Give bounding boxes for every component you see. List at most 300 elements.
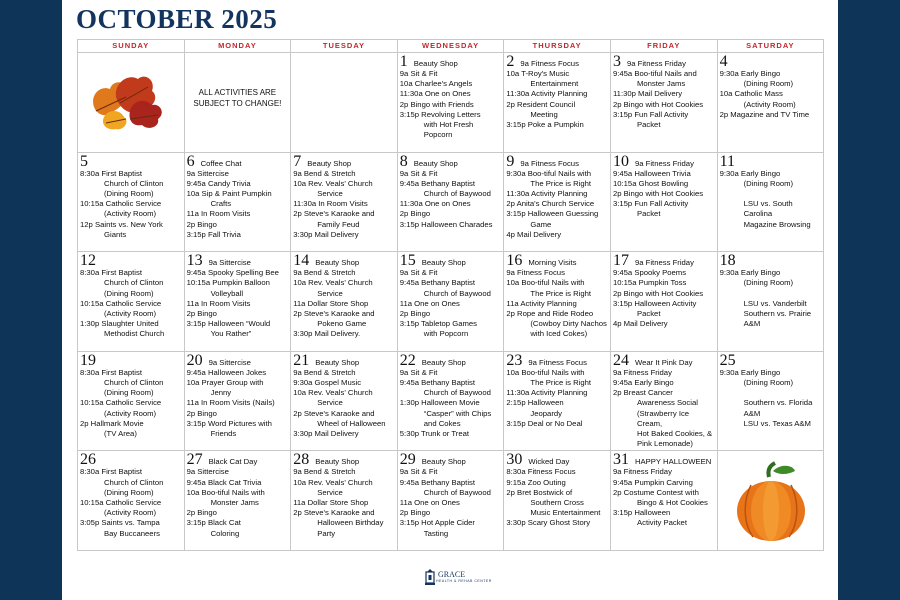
activity-line [720,289,822,299]
activity-line: 2p Steve's Karaoke and [293,309,375,318]
activity-line: (TV Area) [104,429,137,438]
activity-line: 3:05p Saints vs. Tampa [80,518,160,528]
day-number: 1 [399,53,408,70]
activity-line: Monster Jams [210,497,259,507]
activity-line: 2p Steve's Karaoke and [293,508,375,518]
activity-line: with Popcorn [423,329,469,339]
activity-line: 3:15p Fall Trivia [186,229,241,239]
lantern-icon [424,568,436,586]
schedule-notice: ALL ACTIVITIES ARE SUBJECT TO CHANGE! [193,88,282,108]
activity-line: (Dining Room) [104,388,154,398]
activity-line: Church of Baywood [423,388,491,398]
activity-line: Magazine Browsing [743,219,811,229]
day-header [293,154,395,169]
calendar-title: OCTOBER 2025 [76,4,278,34]
activity-line: 11:30a One on Ones [399,199,471,209]
activity-line: 10:15a Pumpkin Balloon [186,278,270,288]
activity-line: Friends [210,429,237,438]
activity-line: 10a Rev. Veals' Church [293,178,373,188]
activity-line: 8:30a Fitness Focus [506,467,576,477]
activity-line: 11a Activity Planning [506,298,577,308]
activity-line: 9a Sit & Fit [399,69,438,78]
activity-line: 11a In Room Visits [186,298,251,308]
activity-line: 3:30p Mail Delivery. [293,329,361,339]
activity-line: 3:30p Mail Delivery [293,229,359,239]
day-cell [611,352,718,452]
activity-line: 2p Bingo [399,508,431,518]
day-number: 31 [612,451,629,469]
activity-line: (Dining Room) [104,189,154,198]
activity-line: Church of Clinton [104,377,164,387]
day-header [80,253,182,268]
day-header [720,154,822,169]
day-header [506,452,608,467]
day-cell [185,352,292,452]
day-number: 26 [80,451,96,469]
activity-line: Church of Clinton [104,477,164,487]
activity-line: with Iced Cokes) [530,329,588,339]
day-headline: 9a Sittercise [208,258,251,268]
activity-line: 9:45a Spooky Poems [612,268,687,278]
activity-line: 9a Fitness Friday [612,367,672,377]
day-cell [611,53,718,153]
day-header [187,452,289,467]
activity-line: 10a Boo-tiful Nails with [506,278,585,288]
activity-line: Halloween Birthday [317,518,384,528]
day-headline: Beauty Shop [315,357,360,367]
day-header [506,353,608,368]
day-number: 21 [293,351,310,369]
day-number: 25 [719,351,736,369]
day-header [80,353,182,368]
activity-line: 3:15p Halloween Guessing [506,209,599,219]
activity-line: The Price is Right [530,288,592,298]
activity-line: 10a Charlee's Angels [399,79,473,89]
activity-line: 9:45a Spooky Spelling Bee [186,268,279,278]
activity-line: (Dining Room) [104,288,154,298]
logo-subtitle: HEALTH & REHAB CENTER [436,579,492,583]
day-cell [185,252,292,352]
activity-line: 4p Mail Delivery [506,229,562,239]
day-cell [291,252,398,352]
activity-line: Giants [104,229,127,239]
activity-line: Activity Packet [636,518,687,528]
day-header [506,154,608,169]
activity-line: 2p Steve's Karaoke and [293,408,375,418]
activity-line: 2p Anita's Church Service [506,199,595,209]
day-headline: 9a Fitness Friday [634,258,694,268]
day-number: 8 [399,152,408,170]
activity-line: 9:45a Early Bingo [612,377,674,387]
day-header [613,452,715,467]
activity-line: 9:45a Halloween Trivia [612,168,691,178]
activity-line: Service [317,398,343,408]
day-number: 11 [719,152,735,170]
activity-line: 10:15a Pumpkin Toss [612,278,687,288]
day-headline: 9a Fitness Friday [626,59,686,68]
activity-line: Church of Clinton [104,178,164,188]
day-number: 13 [186,252,203,270]
day-number: 19 [80,351,96,369]
activity-line: 9a Bend & Stretch [293,268,356,278]
activity-line: 2p Breast Cancer [612,388,673,398]
day-header [187,253,289,268]
activity-line: (Cowboy Dirty Nachos [530,319,607,329]
activity-line: 9a Bend & Stretch [293,367,356,377]
day-number: 18 [719,252,736,270]
activity-line: 3:15p Halloween [612,508,671,518]
activity-line: 9a Sit & Fit [399,367,438,377]
activity-line: (Dining Room) [104,487,154,497]
activity-line: (Dining Room) [743,278,794,288]
day-cell [291,153,398,253]
day-headline: Wear It Pink Day [634,357,693,367]
day-cell [398,153,505,253]
activity-line: Service [317,487,343,497]
activity-line: 9:15a Zoo Outing [506,477,566,487]
day-number: 29 [399,451,416,469]
day-headline: Morning Visits [528,258,577,268]
notice-cell [185,53,292,153]
day-header [293,253,395,268]
activity-line: 9:30a Early Bingo [719,168,781,178]
day-header [80,154,182,169]
day-headline: Beauty Shop [421,258,466,268]
day-number: 9 [506,152,515,170]
activity-line: LSU vs. Vanderbilt [743,298,807,308]
activity-line: (Activity Room) [104,508,157,518]
day-header [80,452,182,467]
activity-line: Church of Clinton [104,278,164,288]
activity-line: Methodist Church [104,329,165,339]
day-cell [718,252,825,352]
activity-line: 10a Rev. Veals' Church [293,278,373,288]
activity-line: Southern Cross [530,497,584,507]
day-headline: 9a Fitness Focus [520,59,579,68]
day-headline: HAPPY HALLOWEEN [634,457,712,467]
day-header [720,54,822,69]
day-cell [718,352,825,452]
activity-line: 11:30a One on Ones [399,89,471,99]
activity-line: 9:45a Boo-tiful Nails and [612,69,697,78]
activity-line: (Activity Room) [104,309,157,318]
activity-line: 9:45a Candy Trivia [186,178,251,188]
day-cell [718,53,825,153]
activity-line: Church of Baywood [423,288,491,298]
activity-line: Tasting [423,528,449,538]
activity-line: 9:30a Boo-tiful Nails with [506,168,591,178]
activity-line: 3:15p Fun Fall Activity [612,199,689,209]
activity-line: Pokeno Game [317,319,367,329]
activity-line: 10a Prayer Group with [186,377,264,387]
day-number: 30 [506,451,523,469]
activity-line: 9:45a Halloween Jokes [186,367,267,377]
activity-line: Crafts [210,199,232,209]
activity-line: Packet [636,309,661,318]
activity-line: 9:45a Bethany Baptist [399,278,476,288]
activity-line: Popcorn [423,130,453,140]
activity-line: 3:15p Hot Apple Cider [399,518,475,528]
weekday-header: SATURDAY [718,40,825,53]
activity-line: 10a Boo-tiful Nails with [186,487,265,497]
activity-line: (Strawberry Ice Cream, [636,408,690,428]
activity-line: Service [317,288,343,298]
activity-line: 9a Fitness Friday [612,467,672,477]
day-number: 12 [80,252,96,270]
activity-line: You Rather” [210,329,252,339]
activity-line: Entertainment [530,79,579,89]
logo-name: GRACE [438,570,466,579]
day-number: 3 [612,53,621,70]
activity-line: (Dining Room) [743,377,794,387]
day-cell [398,252,505,352]
day-headline: 9a Fitness Friday [634,158,694,168]
activity-line: 3:15p Black Cat [186,518,241,528]
activity-line: Southern vs. Prairie A&M [743,309,812,329]
activity-line: 11a In Room Visits (Nails) [186,398,275,408]
activity-line: 11a In Room Visits [186,209,251,219]
activity-line: Meeting [530,109,558,119]
day-cell [398,451,505,551]
activity-line: “Casper” with Chips [423,408,492,418]
activity-line: 9a Sittercise [186,467,229,477]
activity-line: Service [317,189,343,198]
activity-line: 3:15p Fun Fall Activity [612,109,689,119]
activity-line: 10a Catholic Mass [719,89,783,99]
activity-line: 11:30a In Room Visits [293,199,368,209]
activity-line: 3:15p Poke a Pumpkin [506,120,584,130]
day-cell [611,153,718,253]
activity-line: (Activity Room) [743,99,796,109]
activity-line [720,388,822,398]
day-cell [504,53,611,153]
activity-line: 11:30a Activity Planning [506,189,588,198]
activity-line: 3:15p Halloween Activity [612,298,697,308]
day-header [400,452,502,467]
activity-line: The Price is Right [530,377,592,387]
activity-line: Music Entertainment [530,508,601,518]
activity-line: 9:45a Bethany Baptist [399,377,476,387]
activity-line: Awareness Social [636,398,698,408]
activity-line: 2p Bingo with Friends [399,99,474,109]
day-header [613,54,715,69]
day-cell [185,153,292,253]
day-header [720,353,822,368]
activity-line: Wheel of Halloween [317,418,386,428]
activity-line: 9:45a Black Cat Trivia [186,477,262,487]
activity-line: 2p Bingo with Hot Cookies [612,288,704,298]
activity-line: 3:30p Mail Delivery [293,429,359,438]
activity-line: 9a Sit & Fit [399,268,438,278]
activity-line: 9:45a Pumpkin Carving [612,477,693,487]
activity-line: 9a Bend & Stretch [293,168,356,178]
pumpkin-cell [718,451,825,551]
activity-line: Packet [636,209,661,219]
day-headline: 9a Fitness Focus [520,158,579,168]
activity-line: Coloring [210,528,240,538]
activity-line: 2p Costume Contest with [612,487,699,497]
activity-line: Volleyball [210,288,244,298]
day-header [187,154,289,169]
day-header [613,353,715,368]
activity-line: (Dining Room) [743,178,794,188]
day-header [506,253,608,268]
day-number: 5 [80,152,88,170]
day-cell [611,451,718,551]
activity-line: 9a Sittercise [186,168,229,178]
activity-line: 9:30a Early Bingo [719,268,781,278]
day-number: 17 [612,252,629,270]
day-number: 14 [293,252,310,270]
day-header [187,353,289,368]
activity-line: 1:30p Halloween Movie [399,398,480,408]
activity-line: 10:15a Catholic Service [80,497,162,507]
activity-line: Bay Buccaneers [104,528,160,538]
activity-line: 2p Resident Council [506,99,576,109]
activity-line: Packet [636,120,661,130]
activity-line: 10a T-Roy's Music [506,69,570,78]
activity-line: 10:15a Catholic Service [80,298,162,308]
activity-line: 10a Sip & Paint Pumpkin [186,189,272,198]
activity-line: 10a Rev. Veals' Church [293,388,373,398]
activity-line: 2p Rope and Ride Rodeo [506,309,594,318]
activity-line: 2p Bingo [186,408,217,418]
activity-line: 10a Boo-tiful Nails with [506,367,585,377]
activity-line: Southern vs. Florida A&M [743,398,813,418]
activity-line: 11a Dollar Store Shop [293,298,369,308]
day-cell [78,153,185,253]
calendar-grid [77,39,824,551]
activity-line: 3:15p Revolving Letters [399,109,481,119]
activity-line: 2p Steve's Karaoke and [293,209,375,219]
day-number: 7 [293,152,302,170]
day-header [400,54,502,69]
day-headline: Beauty Shop [421,457,466,467]
activity-line: 5:30p Trunk or Treat [399,429,470,438]
weekday-header: THURSDAY [504,40,611,53]
activity-line: Family Feud [317,219,360,229]
activity-line: 3:15p Deal or No Deal [506,418,583,428]
pumpkin-icon [733,461,809,548]
day-number: 27 [186,451,203,469]
activity-line: 10:15a Catholic Service [80,398,162,408]
activity-line: (Activity Room) [104,209,157,219]
weekday-header: SUNDAY [78,40,185,53]
activity-line: 10a Rev. Veals' Church [293,477,373,487]
day-cell [398,352,505,452]
grace-logo [424,568,492,586]
activity-line: 10:15a Catholic Service [80,199,162,209]
day-number: 24 [612,351,629,369]
activity-line: 3:15p Halloween “Would [186,319,271,329]
day-header [293,353,395,368]
autumn-leaves-cell [78,53,185,153]
day-number: 28 [293,451,310,469]
day-cell [78,451,185,551]
day-headline: Black Cat Day [208,457,258,467]
activity-line: 2p Bret Bostwick of [506,487,573,497]
activity-line: and Cokes [423,418,461,428]
day-headline: Beauty Shop [421,357,466,367]
day-header [400,253,502,268]
day-headline: Beauty Shop [413,158,458,168]
day-header [400,353,502,368]
activity-line: 9:45a Bethany Baptist [399,477,476,487]
activity-line: 3:30p Scary Ghost Story [506,518,591,528]
day-cell [78,352,185,452]
activity-line: 2p Magazine and TV Time [719,109,810,119]
day-number: 16 [506,252,523,270]
activity-line: LSU vs. Texas A&M [743,418,811,428]
activity-line: 2p Bingo [186,508,217,518]
day-number: 4 [719,53,728,70]
day-cell [291,352,398,452]
activity-line: 2p Bingo [186,309,217,318]
day-header [613,253,715,268]
activity-line: LSU vs. South Carolina [743,199,793,219]
activity-line: 10:15a Ghost Bowling [612,178,689,188]
activity-line: 2p Bingo [399,309,431,318]
activity-line: 11a One on Ones [399,298,460,308]
activity-line: Hot Baked Cookies, & [636,429,713,438]
activity-line: 9a Fitness Focus [506,268,565,278]
activity-line: 8:30a First Baptist [80,168,142,178]
day-cell [78,252,185,352]
day-cell [504,153,611,253]
activity-line: Jeopardy [530,408,562,418]
activity-line: 11a One on Ones [399,497,460,507]
activity-line: 3:15p Tabletop Games [399,319,477,329]
activity-line: The Price is Right [530,178,592,188]
day-headline: Beauty Shop [315,258,360,268]
activity-line: 9a Bend & Stretch [293,467,356,477]
activity-line: 11:30a Activity Planning [506,388,588,398]
weekday-header: WEDNESDAY [398,40,505,53]
activity-line: 2p Bingo [186,219,217,229]
day-headline: Beauty Shop [315,457,360,467]
activity-line: Party [317,528,336,538]
activity-line: 2p Hallmark Movie [80,418,144,428]
day-headline: Wicked Day [528,457,570,467]
activity-line: 11a Dollar Store Shop [293,497,369,507]
activity-line: Church of Baywood [423,189,491,198]
activity-line: 9a Sit & Fit [399,168,438,178]
day-headline: 9a Sittercise [208,357,251,367]
day-cell [718,153,825,253]
day-header [293,452,395,467]
day-header [506,54,608,69]
day-cell [611,252,718,352]
calendar-page [62,0,838,600]
weekday-header: FRIDAY [611,40,718,53]
activity-line: 8:30a First Baptist [80,268,142,278]
activity-line: 1:30p Slaughter United [80,319,159,329]
activity-line: Monster Jams [636,79,686,89]
day-number: 23 [506,351,523,369]
activity-line: 2p Bingo with Hot Cookies [612,99,704,109]
activity-line: 8:30a First Baptist [80,367,142,377]
activity-line: 12p Saints vs. New York [80,219,163,229]
day-header [613,154,715,169]
activity-line: 4p Mail Delivery [612,319,668,329]
autumn-leaves-icon [86,67,168,140]
activity-line: 9:30a Early Bingo [719,367,781,377]
activity-line: with Hot Fresh [423,120,474,130]
day-cell [185,451,292,551]
day-header [720,253,822,268]
day-cell [504,451,611,551]
day-number: 22 [399,351,416,369]
